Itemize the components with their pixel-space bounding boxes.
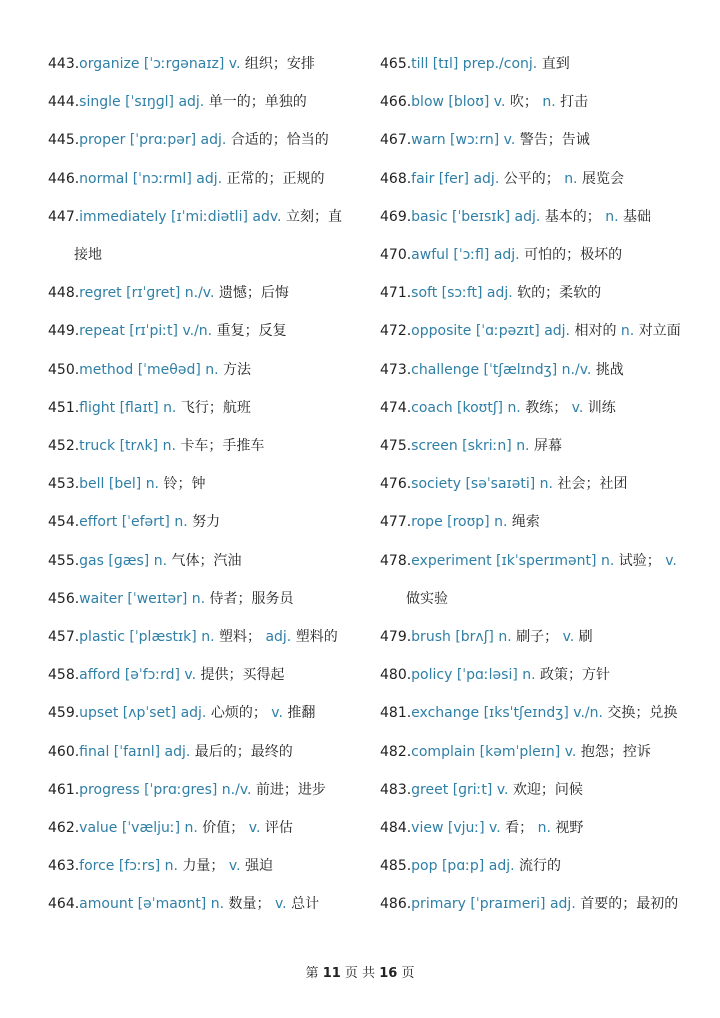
entry-word: experiment xyxy=(411,552,492,569)
entry-word: opposite xyxy=(411,323,472,340)
entry-word: rope xyxy=(411,514,443,531)
entry-meaning: 软的；柔软的 xyxy=(517,285,602,302)
entry-number: 458. xyxy=(48,667,80,684)
vocab-entry xyxy=(380,465,698,503)
entry-part-of-speech: v. xyxy=(665,552,677,569)
vocab-entry xyxy=(380,198,698,236)
entry-part-of-speech: v. xyxy=(274,896,287,913)
entry-phonetic: [fer] xyxy=(438,170,470,187)
entry-meaning: 展览会 xyxy=(581,170,624,187)
vocab-entry xyxy=(48,656,366,694)
entry-meaning: 绳索 xyxy=(511,514,540,531)
entry-part-of-speech: n. xyxy=(600,552,615,569)
entry-part-of-speech: n. xyxy=(163,399,177,416)
entry-number: 474. xyxy=(380,399,412,416)
entry-part-of-speech: n. xyxy=(164,858,178,875)
entry-part-of-speech: n. xyxy=(174,514,188,531)
vocab-entry xyxy=(380,809,698,847)
entry-number: 466. xyxy=(380,94,412,111)
vocab-entry xyxy=(48,885,366,923)
entry-word: progress xyxy=(79,781,140,798)
vocab-entry xyxy=(380,160,698,198)
entry-meaning: 正常的；正规的 xyxy=(226,170,325,187)
entry-part-of-speech: adj. xyxy=(549,896,576,913)
entry-phonetic: [pɑːp] xyxy=(441,858,485,875)
entry-meaning: 教练； xyxy=(525,399,568,416)
entry-part-of-speech: n. xyxy=(201,629,215,646)
entry-part-of-speech: n. xyxy=(162,438,176,455)
vocab-entry xyxy=(380,847,698,885)
entry-part-of-speech: v. xyxy=(489,820,501,837)
entry-word: pop xyxy=(411,858,438,875)
entry-number: 445. xyxy=(48,132,80,149)
entry-phonetic: [ˈvæljuː] xyxy=(121,820,181,837)
entry-part-of-speech: adj. xyxy=(180,705,207,722)
entry-part-of-speech: n. xyxy=(522,667,536,684)
entry-word: method xyxy=(79,361,134,378)
entry-number: 446. xyxy=(48,170,80,187)
entry-meaning: 卡车；手推车 xyxy=(180,438,265,455)
entry-part-of-speech: n. xyxy=(191,590,206,607)
entry-number: 455. xyxy=(48,552,80,569)
entry-number: 486. xyxy=(380,896,412,913)
entry-meaning: 交换；兑换 xyxy=(607,705,678,722)
vocab-entry xyxy=(48,312,366,350)
entry-meaning: 视野 xyxy=(555,820,584,837)
entry-phonetic: [koʊtʃ] xyxy=(457,399,503,416)
entry-number: 470. xyxy=(380,247,412,264)
entry-word: single xyxy=(79,94,121,111)
entry-word: force xyxy=(79,858,115,875)
entry-word: society xyxy=(411,476,462,493)
entry-word: awful xyxy=(411,247,449,264)
entry-word: truck xyxy=(79,438,116,455)
entry-part-of-speech: adj. xyxy=(486,285,513,302)
entry-phonetic: [ˈɔːrɡənaɪz] xyxy=(143,56,225,72)
entry-word: challenge xyxy=(411,361,480,378)
vocab-entry xyxy=(48,580,366,618)
vocab-entry xyxy=(48,83,366,121)
entry-part-of-speech: n. xyxy=(620,323,635,340)
vocab-entry xyxy=(380,351,698,389)
entry-number: 464. xyxy=(48,896,80,913)
entry-meaning: 数量； xyxy=(228,896,271,913)
entry-number: 485. xyxy=(380,858,412,875)
vocab-entry xyxy=(48,160,366,198)
entry-number: 467. xyxy=(380,132,412,149)
entry-meaning: 试验； xyxy=(618,552,661,569)
entry-word: waiter xyxy=(79,590,123,607)
entry-word: value xyxy=(79,820,118,837)
entry-number: 452. xyxy=(48,438,80,455)
entry-part-of-speech: n. xyxy=(539,476,553,493)
entry-meaning: 塑料； xyxy=(218,629,261,646)
vocab-entry xyxy=(48,618,366,656)
entry-part-of-speech: v. xyxy=(184,667,197,684)
entry-phonetic: [ɡæs] xyxy=(108,552,150,569)
entry-meaning: 塑料的 xyxy=(295,629,338,646)
entry-phonetic: [ˈplæstɪk] xyxy=(129,629,197,646)
entry-word: flight xyxy=(79,399,116,416)
entry-meaning: 重复；反复 xyxy=(216,323,287,340)
entry-number: 478. xyxy=(380,552,412,569)
entry-meaning: 力量； xyxy=(182,858,225,875)
entry-part-of-speech: adj. xyxy=(473,170,500,187)
entry-part-of-speech: v. xyxy=(562,629,575,646)
entry-word: brush xyxy=(411,629,451,646)
entry-word: basic xyxy=(411,208,448,225)
entry-phonetic: [rɪˈɡret] xyxy=(126,285,181,302)
entry-meaning: 飞行；航班 xyxy=(180,399,251,416)
entry-part-of-speech: v./n. xyxy=(573,705,603,722)
vocab-entry xyxy=(380,83,698,121)
entry-number: 471. xyxy=(380,285,412,302)
entry-part-of-speech: n. xyxy=(542,94,556,111)
entry-phonetic: [ʌpˈset] xyxy=(122,705,177,722)
vocab-entry xyxy=(48,733,366,771)
entry-meaning: 欢迎；问候 xyxy=(512,781,583,798)
entry-phonetic: [bloʊ] xyxy=(448,94,490,111)
entry-number: 477. xyxy=(380,514,412,531)
entry-word: repeat xyxy=(79,323,125,340)
entry-word: exchange xyxy=(411,705,480,722)
entry-phonetic: [ɡriːt] xyxy=(452,781,493,798)
entry-phonetic: [səˈsaɪəti] xyxy=(465,476,536,493)
vocab-entry xyxy=(380,427,698,465)
entry-meaning: 政策；方针 xyxy=(540,667,611,684)
entry-meaning: 对立面 xyxy=(638,323,681,340)
entry-meaning: 相对的 xyxy=(574,323,617,340)
entry-part-of-speech: n./v. xyxy=(184,285,215,302)
entry-phonetic: [flaɪt] xyxy=(119,399,159,416)
vocab-entry xyxy=(380,274,698,312)
entry-number: 484. xyxy=(380,820,412,837)
entry-part-of-speech: n. xyxy=(564,170,578,187)
entry-part-of-speech: adj. xyxy=(544,323,571,340)
entry-part-of-speech: adj. xyxy=(514,208,541,225)
entry-phonetic: [ˈbeɪsɪk] xyxy=(451,208,511,225)
entry-part-of-speech: v. xyxy=(271,705,283,722)
vocab-entry xyxy=(380,503,698,541)
entry-word: soft xyxy=(411,285,438,302)
entry-phonetic: [sɔːft] xyxy=(441,285,483,302)
vocab-entry xyxy=(48,121,366,159)
entry-word: fair xyxy=(411,170,435,187)
entry-meaning: 侍者；服务员 xyxy=(209,590,294,607)
entry-number: 475. xyxy=(380,438,412,455)
entry-phonetic: [vjuː] xyxy=(447,820,485,837)
vocab-entry xyxy=(48,847,366,885)
entry-phonetic: [roʊp] xyxy=(447,514,490,531)
entry-meaning: 遗憾；后悔 xyxy=(218,285,289,302)
vocab-entry xyxy=(48,809,366,847)
entry-number: 461. xyxy=(48,781,80,798)
vocab-entry xyxy=(380,656,698,694)
entry-number: 444. xyxy=(48,94,80,111)
entry-part-of-speech: n. xyxy=(153,552,168,569)
entry-part-of-speech: adv. xyxy=(252,208,282,225)
entry-word: amount xyxy=(79,896,134,913)
entry-part-of-speech: v./n. xyxy=(182,323,213,340)
entry-number: 479. xyxy=(380,629,412,646)
vocab-entry xyxy=(380,389,698,427)
entry-word: plastic xyxy=(79,629,125,646)
entry-number: 460. xyxy=(48,743,80,760)
entry-word: policy xyxy=(411,667,453,684)
entry-word: afford xyxy=(79,667,121,684)
vocab-entry xyxy=(380,771,698,809)
entry-word: effort xyxy=(79,514,118,531)
entry-word: blow xyxy=(411,94,444,111)
entry-meaning-continuation: 接地 xyxy=(74,247,102,264)
entry-part-of-speech: prep./conj. xyxy=(462,56,538,72)
entry-meaning: 吹； xyxy=(509,94,538,111)
vocab-entry xyxy=(48,198,366,274)
entry-part-of-speech: adj. xyxy=(200,132,227,149)
entry-meaning: 合适的；恰当的 xyxy=(230,132,329,149)
entry-phonetic: [ɪksˈtʃeɪndʒ] xyxy=(483,705,569,722)
entry-part-of-speech: v. xyxy=(493,94,506,111)
entry-meaning: 屏幕 xyxy=(533,438,562,455)
entry-meaning: 直到 xyxy=(541,56,570,72)
vocab-entry xyxy=(380,618,698,656)
entry-phonetic: [fɔːrs] xyxy=(118,858,161,875)
entry-word: coach xyxy=(411,399,453,416)
entry-phonetic: [bel] xyxy=(108,476,142,493)
entry-meaning: 提供；买得起 xyxy=(200,667,285,684)
entry-number: 447. xyxy=(48,208,80,225)
left-column xyxy=(48,45,366,924)
entry-number: 480. xyxy=(380,667,412,684)
entry-meaning: 抱怨；控诉 xyxy=(580,743,651,760)
entry-meaning: 前进；进步 xyxy=(255,781,326,798)
vocab-entry xyxy=(48,389,366,427)
entry-phonetic: [ˈmeθəd] xyxy=(137,361,201,378)
entry-meaning: 基础 xyxy=(623,208,652,225)
entry-number: 448. xyxy=(48,285,80,302)
entry-word: upset xyxy=(79,705,119,722)
entry-meaning: 社会；社团 xyxy=(557,476,628,493)
entry-part-of-speech: n. xyxy=(494,514,508,531)
entry-meaning: 组织；安排 xyxy=(244,56,315,72)
entry-word: gas xyxy=(79,552,104,569)
entry-number: 472. xyxy=(380,323,412,340)
entry-meaning: 刷子； xyxy=(516,629,559,646)
entry-number: 473. xyxy=(380,361,412,378)
vocab-entry xyxy=(48,45,366,83)
entry-part-of-speech: adj. xyxy=(178,94,205,111)
vocab-entry xyxy=(48,503,366,541)
vocab-entry xyxy=(48,274,366,312)
entry-meaning: 心烦的； xyxy=(210,705,267,722)
entry-number: 451. xyxy=(48,399,80,416)
entry-part-of-speech: n. xyxy=(605,208,619,225)
entry-part-of-speech: v. xyxy=(228,56,241,72)
entry-word: regret xyxy=(79,285,122,302)
vocab-entry xyxy=(48,542,366,580)
entry-phonetic: [kəmˈpleɪn] xyxy=(479,743,561,760)
entry-phonetic: [ˈɑːpəzɪt] xyxy=(475,323,540,340)
entry-number: 454. xyxy=(48,514,80,531)
entry-number: 453. xyxy=(48,476,80,493)
entry-number: 450. xyxy=(48,361,80,378)
vocab-entry xyxy=(380,312,698,350)
page-footer xyxy=(0,962,720,981)
vocab-entry xyxy=(48,694,366,732)
footer-middle: 页 共 xyxy=(344,966,376,981)
entry-phonetic: [brʌʃ] xyxy=(455,629,494,646)
entry-number: 463. xyxy=(48,858,80,875)
entry-phonetic: [ˈefərt] xyxy=(121,514,170,531)
entry-number: 459. xyxy=(48,705,80,722)
entry-part-of-speech: n. xyxy=(145,476,160,493)
entry-word: view xyxy=(411,820,444,837)
entry-part-of-speech: adj. xyxy=(164,743,191,760)
vocab-entry xyxy=(48,351,366,389)
entry-part-of-speech: adj. xyxy=(265,629,292,646)
entry-part-of-speech: v. xyxy=(496,781,509,798)
vocab-entry xyxy=(380,885,698,923)
vocab-entry xyxy=(380,542,698,618)
entry-word: till xyxy=(411,56,429,72)
entry-part-of-speech: n. xyxy=(184,820,198,837)
entry-word: proper xyxy=(79,132,126,149)
entry-meaning: 单一的；单独的 xyxy=(208,94,307,111)
footer-page-number: 11 xyxy=(322,966,341,981)
entry-number: 468. xyxy=(380,170,412,187)
entry-part-of-speech: n. xyxy=(507,399,521,416)
entry-meaning: 努力 xyxy=(192,514,221,531)
entry-meaning: 流行的 xyxy=(519,858,561,875)
entry-meaning: 价值； xyxy=(202,820,245,837)
vocab-entry xyxy=(380,694,698,732)
entry-meaning: 总计 xyxy=(291,896,320,913)
vocab-entry xyxy=(48,465,366,503)
entry-word: greet xyxy=(411,781,449,798)
entry-phonetic: [ɪkˈsperɪmənt] xyxy=(496,552,597,569)
entry-meaning: 方法 xyxy=(223,361,252,378)
entry-meaning: 最后的；最终的 xyxy=(194,743,293,760)
entry-meaning-continuation: 做实验 xyxy=(406,590,448,607)
entry-number: 449. xyxy=(48,323,80,340)
entry-phonetic: [trʌk] xyxy=(119,438,159,455)
entry-meaning: 气体；汽油 xyxy=(171,552,242,569)
entry-part-of-speech: n. xyxy=(537,820,551,837)
entry-part-of-speech: n./v. xyxy=(221,781,252,798)
entry-meaning: 挑战 xyxy=(595,361,624,378)
entry-meaning: 强迫 xyxy=(245,858,273,875)
entry-word: immediately xyxy=(79,208,167,225)
footer-suffix: 页 xyxy=(401,966,415,981)
entry-number: 476. xyxy=(380,476,412,493)
entry-word: warn xyxy=(411,132,446,149)
entry-meaning: 打击 xyxy=(560,94,589,111)
entry-part-of-speech: adj. xyxy=(196,170,223,187)
entry-phonetic: [ˈɔːfl] xyxy=(453,247,490,264)
entry-number: 481. xyxy=(380,705,412,722)
entry-word: complain xyxy=(411,743,476,760)
entry-number: 469. xyxy=(380,208,412,225)
entry-word: bell xyxy=(79,476,105,493)
entry-phonetic: [wɔːrn] xyxy=(450,132,500,149)
entry-part-of-speech: n. xyxy=(498,629,512,646)
entry-number: 483. xyxy=(380,781,412,798)
entry-phonetic: [ˈpɑːləsi] xyxy=(456,667,518,684)
vocab-entry xyxy=(380,45,698,83)
entry-part-of-speech: n. xyxy=(210,896,225,913)
entry-part-of-speech: v. xyxy=(248,820,261,837)
vocab-entry xyxy=(48,427,366,465)
entry-part-of-speech: n. xyxy=(205,361,219,378)
vocab-entry xyxy=(380,121,698,159)
entry-number: 482. xyxy=(380,743,412,760)
entry-word: normal xyxy=(79,170,129,187)
entry-number: 443. xyxy=(48,56,80,72)
entry-phonetic: [skriːn] xyxy=(462,438,512,455)
entry-phonetic: [ˈpraɪmeri] xyxy=(470,896,546,913)
entry-part-of-speech: n./v. xyxy=(561,361,592,378)
entry-number: 456. xyxy=(48,590,80,607)
entry-number: 457. xyxy=(48,629,80,646)
entry-phonetic: [ˈfaɪnl] xyxy=(113,743,161,760)
entry-phonetic: [ˈweɪtər] xyxy=(127,590,188,607)
entry-word: final xyxy=(79,743,110,760)
entry-word: organize xyxy=(79,56,140,72)
entry-meaning: 训练 xyxy=(587,399,616,416)
entry-word: primary xyxy=(411,896,466,913)
vocab-entry xyxy=(380,236,698,274)
entry-phonetic: [ɪˈmiːdiətli] xyxy=(171,208,248,225)
entry-meaning: 公平的； xyxy=(503,170,560,187)
entry-phonetic: [ˈtʃælɪndʒ] xyxy=(483,361,558,378)
entry-part-of-speech: v. xyxy=(503,132,516,149)
entry-meaning: 警告；告诫 xyxy=(519,132,590,149)
entry-phonetic: [ˈnɔːrml] xyxy=(132,170,192,187)
entry-number: 465. xyxy=(380,56,412,72)
entry-part-of-speech: v. xyxy=(571,399,584,416)
entry-phonetic: [ˈprɑːpər] xyxy=(129,132,197,149)
entry-part-of-speech: v. xyxy=(564,743,577,760)
entry-meaning: 可怕的；极坏的 xyxy=(524,247,623,264)
entry-meaning: 首要的；最初的 xyxy=(580,896,679,913)
entry-number: 462. xyxy=(48,820,80,837)
entry-word: screen xyxy=(411,438,458,455)
entry-part-of-speech: n. xyxy=(516,438,530,455)
entry-phonetic: [ˈprɑːɡres] xyxy=(144,781,218,798)
entry-phonetic: [tɪl] xyxy=(432,56,459,72)
vocab-entry xyxy=(48,771,366,809)
entry-phonetic: [əˈfɔːrd] xyxy=(124,667,180,684)
vocab-entry xyxy=(380,733,698,771)
entry-meaning: 看； xyxy=(505,820,534,837)
entry-phonetic: [rɪˈpiːt] xyxy=(129,323,178,340)
entry-meaning: 刷 xyxy=(578,629,593,646)
entry-meaning: 铃；钟 xyxy=(163,476,206,493)
entry-meaning: 评估 xyxy=(264,820,293,837)
entry-phonetic: [ˈsɪŋɡl] xyxy=(125,94,174,111)
footer-prefix: 第 xyxy=(305,966,319,981)
entry-meaning: 推翻 xyxy=(287,705,316,722)
entry-phonetic: [əˈmaʊnt] xyxy=(137,896,207,913)
entry-part-of-speech: adj. xyxy=(488,858,515,875)
entry-meaning: 立刻；直 xyxy=(285,208,342,225)
footer-total-pages: 16 xyxy=(379,966,398,981)
entry-part-of-speech: v. xyxy=(228,858,241,875)
entry-meaning: 基本的； xyxy=(544,208,601,225)
entry-part-of-speech: adj. xyxy=(493,247,520,264)
right-column xyxy=(380,45,698,924)
